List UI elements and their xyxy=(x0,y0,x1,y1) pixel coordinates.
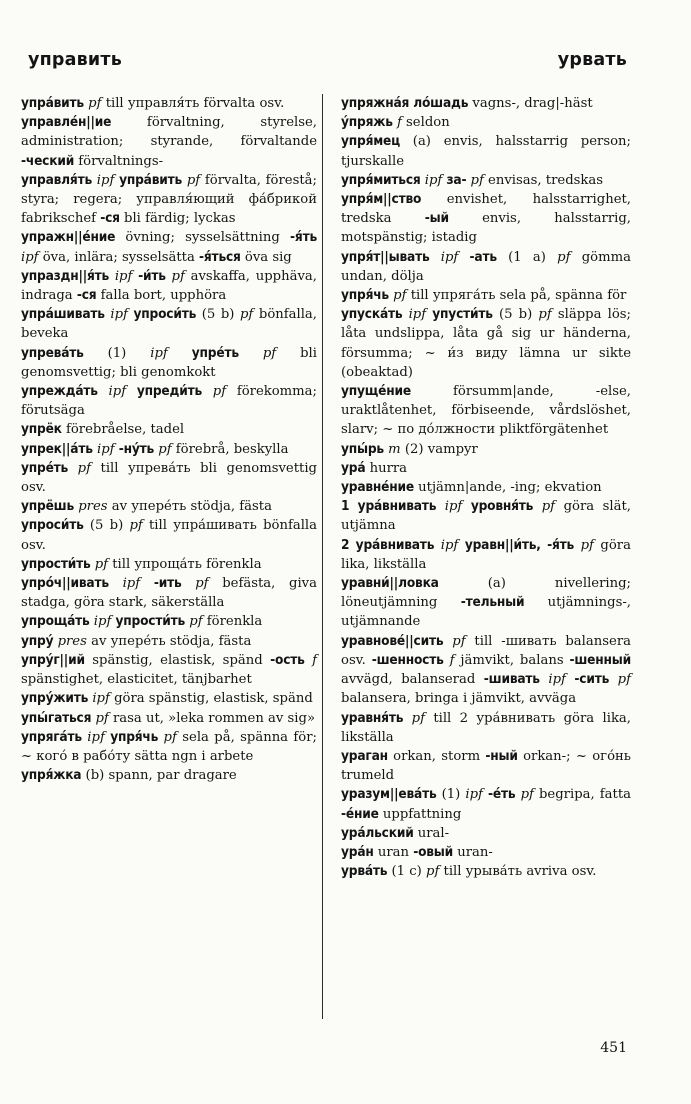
dictionary-entry xyxy=(21,382,317,420)
entry-text: ural- xyxy=(413,825,450,841)
entry-text: gömma undan, dölja xyxy=(341,249,631,284)
dictionary-entry xyxy=(21,728,317,766)
entry-text: till урыва́ть avriva osv. xyxy=(439,864,597,880)
entry-headword: упре́ть xyxy=(21,459,69,476)
entry-headword: ура́ xyxy=(341,459,366,476)
entry-grammar-label: ipf xyxy=(408,307,427,323)
entry-text: (a) nivellering; löneutjämning xyxy=(341,576,631,611)
entry-headword: -ить xyxy=(153,575,182,592)
entry-text: begripa, fatta xyxy=(533,787,631,803)
entry-text: av упере́ть stödja, fästa xyxy=(107,499,272,515)
entry-headword: -шенность xyxy=(371,651,444,668)
entry-headword: упря́миться xyxy=(341,171,421,188)
dictionary-entry xyxy=(341,709,631,747)
dictionary-entry xyxy=(341,536,631,574)
entry-grammar-label: ipf xyxy=(108,384,127,400)
entry-text: bönfalla, beveka xyxy=(21,307,317,342)
entry-headword: уравнове́||сить xyxy=(341,632,444,649)
entry-text: till упроща́ть förenkla xyxy=(108,556,262,572)
entry-headword: -ся xyxy=(100,210,120,227)
entry-headword: упрости́ть xyxy=(115,613,186,630)
entry-headword: упрости́ть xyxy=(21,555,91,572)
entry-text: uppfattning xyxy=(378,806,462,822)
entry-text xyxy=(109,576,123,591)
entry-headword: уравня́ть xyxy=(341,709,404,726)
entry-grammar-label: ipf xyxy=(150,345,168,361)
dictionary-entry xyxy=(341,574,631,632)
entry-grammar-label: ipf xyxy=(465,787,483,803)
entry-text: seldon xyxy=(401,115,450,131)
entry-text: förvaltnings- xyxy=(74,153,164,169)
dictionary-entry xyxy=(21,344,317,382)
entry-text: orkan, storm xyxy=(387,748,486,764)
entry-text xyxy=(126,384,137,399)
entry-headword: -ный xyxy=(485,747,518,764)
entry-headword: управле́н||ие xyxy=(21,114,112,131)
dictionary-entry xyxy=(341,286,631,305)
column-divider xyxy=(322,94,323,1019)
entry-text: förvalta, förestå; styra; regera; управля́ющий фа́брикой fabrikschef xyxy=(21,172,317,227)
entry-text xyxy=(609,672,618,687)
entry-headword: упра́шивать xyxy=(21,306,105,323)
entry-grammar-label: pf xyxy=(538,307,552,323)
entry-grammar-label: ipf xyxy=(87,729,105,745)
entry-text xyxy=(68,461,78,476)
entry-text: spänstighet, elasticitet, tänjbarhet xyxy=(21,672,252,688)
dictionary-entry xyxy=(21,709,317,728)
dictionary-entry xyxy=(21,267,317,305)
dictionary-entry xyxy=(341,478,631,497)
entry-text: (a) envis, halsstarrig person; tjurskalle xyxy=(341,134,631,169)
entry-text: uran- xyxy=(453,844,493,860)
entry-text: förebråelse, tadel xyxy=(61,422,185,438)
entry-grammar-label: pres xyxy=(78,499,108,515)
entry-text: förebrå, beskylla xyxy=(171,441,289,457)
dictionary-entry xyxy=(341,459,631,478)
entry-grammar-label: ipf xyxy=(440,537,459,553)
page-number: 451 xyxy=(600,1040,627,1056)
entry-text xyxy=(462,499,471,514)
entry-grammar-label: pf xyxy=(580,537,594,553)
entry-text: (2) vampyr xyxy=(400,441,478,457)
running-head-right: урвать xyxy=(557,50,627,70)
dictionary-entry xyxy=(341,113,631,132)
dictionary-entry xyxy=(21,440,317,459)
dictionary-entry xyxy=(341,862,631,881)
entry-text: utjämn|ande, -ing; ekvation xyxy=(413,480,602,496)
entry-grammar-label: pf xyxy=(212,384,227,400)
entry-grammar-label: m xyxy=(388,441,401,457)
entry-headword: уравни́||ловка xyxy=(341,575,439,592)
entry-grammar-label: pf xyxy=(186,172,201,188)
entry-headword: упра́вить xyxy=(119,171,183,188)
entry-headword: упуще́ние xyxy=(341,383,411,400)
entry-text: (b) spann, par dragare xyxy=(81,768,237,784)
entry-headword: -я́ть xyxy=(290,229,317,246)
entry-grammar-label: pf xyxy=(470,172,484,188)
entry-text: försumm|ande, -else, uraktlåtenhet, förbiseende, vårdslöshet, slarv; ~ по до́лжности pliktförgätenhet xyxy=(341,384,631,438)
entry-text xyxy=(430,250,441,265)
entry-grammar-label: pf xyxy=(617,672,631,688)
entry-grammar-label: pf xyxy=(541,499,556,515)
entry-headword: -е́ние xyxy=(341,805,379,822)
dictionary-entry xyxy=(341,305,631,382)
entry-text: (1 a) xyxy=(496,249,558,265)
entry-headword: упря́м||ство xyxy=(341,191,422,208)
entry-headword: -ать xyxy=(469,248,497,265)
entry-headword: ура́н xyxy=(341,843,374,860)
entry-text: avvägd, balanserad xyxy=(341,672,484,688)
dictionary-entry xyxy=(341,190,631,248)
entry-headword: упроси́ть xyxy=(21,517,84,534)
dictionary-entry xyxy=(341,632,631,709)
dictionary-entry xyxy=(341,843,631,862)
dictionary-entry xyxy=(341,785,631,823)
dictionary-entry xyxy=(21,497,317,516)
entry-text: (1) xyxy=(436,787,466,803)
entry-grammar-label: pf xyxy=(393,288,407,304)
entry-grammar-label: ipf xyxy=(21,249,39,265)
entry-grammar-label: pf xyxy=(452,633,466,649)
entry-text: falla bort, upphöra xyxy=(96,288,227,304)
entry-text: uran xyxy=(373,844,414,860)
entry-grammar-label: ipf xyxy=(548,672,566,688)
entry-text: bli färdig; lyckas xyxy=(119,211,236,227)
entry-headword: упряжна́я ло́шадь xyxy=(341,95,469,111)
entry-text: utjämnings-, utjämnande xyxy=(341,595,631,630)
entry-text xyxy=(443,634,452,649)
entry-grammar-label: pf xyxy=(94,556,109,572)
entry-text: sela på, spänna för; ~ кого́ в рабо́ту sätta ngn i arbete xyxy=(21,729,317,764)
entry-text: jämvikt, balans xyxy=(454,652,570,668)
entry-text: avskaffa, upphäva, indraga xyxy=(21,268,317,304)
entry-grammar-label: f xyxy=(396,115,402,131)
entry-grammar-label: ipf xyxy=(110,307,128,323)
entry-text: (1 c) xyxy=(387,864,426,880)
entry-text: övning; sysselsättning xyxy=(115,230,291,246)
entry-text: vagns-, drag|-häst xyxy=(468,96,593,111)
entry-headword: упря́т||ывать xyxy=(341,248,430,265)
entry-text: envishet, halsstarrighet, tredska xyxy=(341,192,631,227)
entry-text: släppa lös; låta undslippa, låta gå sig ur händerna, försumma; ~ и́з виду lämna ur sikte (obeaktad) xyxy=(341,307,631,380)
entry-headword: упы́гаться xyxy=(21,709,92,726)
entry-headword: -шивать xyxy=(483,671,540,688)
entry-headword: уравне́ние xyxy=(341,479,414,496)
entry-text: envisas, tredskas xyxy=(483,172,604,188)
entry-grammar-label: pf xyxy=(158,441,172,457)
entry-text xyxy=(458,250,469,265)
entry-text: hurra xyxy=(365,460,408,476)
dictionary-entry xyxy=(21,516,317,554)
entry-grammar-label: pf xyxy=(426,864,440,880)
entry-headword: -сить xyxy=(574,671,610,688)
entry-headword: упря́чь xyxy=(110,728,159,745)
entry-grammar-label: ipf xyxy=(444,499,463,515)
entry-headword: упроси́ть xyxy=(133,306,197,323)
entry-headword: упру́г||ий xyxy=(21,651,85,668)
dictionary-entry xyxy=(21,689,317,708)
entry-grammar-label: pf xyxy=(557,249,571,265)
entry-text: göra lika, likställa xyxy=(341,537,631,572)
entry-headword: упы́рь xyxy=(341,440,384,457)
dictionary-entry xyxy=(21,612,317,631)
dictionary-entry xyxy=(341,497,631,535)
entry-grammar-label: pres xyxy=(57,633,87,649)
entry-text: förekomma; förutsäga xyxy=(21,384,317,419)
dictionary-entry xyxy=(21,632,317,651)
dictionary-entry xyxy=(21,94,317,113)
entry-grammar-label: pf xyxy=(129,518,143,534)
dictionary-entry xyxy=(21,651,317,689)
entry-headword: упру́жить xyxy=(21,690,89,707)
entry-text: av упере́ть stödja, fästa xyxy=(86,633,252,649)
entry-headword: упрек||а́ть xyxy=(21,440,93,457)
entry-headword: упроща́ть xyxy=(21,613,90,630)
entry-headword: упряга́ть xyxy=(21,728,82,745)
entry-text: till упрева́ть bli genomsvettig osv. xyxy=(21,460,317,496)
entry-headword: -ческий xyxy=(21,152,75,169)
entry-headword: управля́ть xyxy=(21,171,93,188)
entry-grammar-label: pf xyxy=(77,460,91,476)
entry-text: befästa, giva stadga, göra stark, säkerställa xyxy=(21,576,317,611)
entry-headword: упрёк xyxy=(21,421,62,438)
entry-headword: ура́льский xyxy=(341,824,414,841)
entry-text: (5 b) xyxy=(492,307,539,323)
entry-grammar-label: ipf xyxy=(114,268,133,284)
entry-grammar-label: pf xyxy=(95,710,109,726)
dictionary-entry xyxy=(21,459,317,497)
dictionary-entry xyxy=(21,113,317,171)
entry-grammar-label: pf xyxy=(163,729,177,745)
dictionary-entry xyxy=(341,440,631,459)
entry-headword: упре́ть xyxy=(191,344,239,361)
entry-headword: -шенный xyxy=(569,651,632,668)
dictionary-entry xyxy=(341,747,631,785)
entry-text: göra spänstig, elastisk, spänd xyxy=(109,691,313,707)
entry-headword: -ость xyxy=(270,651,305,668)
entry-headword: упря́чь xyxy=(341,287,389,304)
entry-headword: -тельный xyxy=(460,594,525,611)
entry-text xyxy=(202,384,213,399)
entry-headword: ураган xyxy=(341,747,388,764)
entry-headword: 2 ура́внивать xyxy=(341,536,435,553)
entry-headword: упро́ч||ивать xyxy=(21,575,109,592)
entry-headword: упрева́ть xyxy=(21,344,84,361)
entry-grammar-label: pf xyxy=(520,787,534,803)
entry-text: förvaltning, styrelse, administration; styrande, förvaltande xyxy=(21,115,317,150)
entry-headword: -и́ть xyxy=(138,267,166,284)
entry-grammar-label: pf xyxy=(189,614,203,630)
entry-text: orkan-; ~ ого́нь trumeld xyxy=(341,748,631,784)
entry-text: (5 b) xyxy=(83,518,130,534)
dictionary-entry xyxy=(21,420,317,439)
entry-headword: упря́мец xyxy=(341,133,400,150)
entry-grammar-label: ipf xyxy=(97,441,115,457)
entry-text: envis, halsstarrig, motspänstig; istadig xyxy=(341,211,631,246)
dictionary-entry xyxy=(21,305,317,343)
entry-headword: урва́ть xyxy=(341,863,388,880)
entry-headword: 1 ура́внивать xyxy=(341,498,437,515)
entry-grammar-label: pf xyxy=(171,268,185,284)
running-head-left: управить xyxy=(28,50,122,70)
entry-headword: упря́жка xyxy=(21,767,82,784)
entry-grammar-label: ipf xyxy=(440,249,459,265)
dictionary-column-right xyxy=(341,94,631,881)
entry-text: till управля́ть förvalta osv. xyxy=(101,96,285,111)
entry-text xyxy=(182,576,196,591)
entry-headword: упрежда́ть xyxy=(21,383,98,400)
dictionary-entry xyxy=(21,171,317,229)
dictionary-entry xyxy=(341,824,631,843)
entry-headword: упра́вить xyxy=(21,95,84,111)
entry-text: göra slät, utjämna xyxy=(341,499,631,534)
entry-headword: упражн||е́ние xyxy=(21,229,116,246)
entry-text: öva, inlära; sysselsätta xyxy=(38,249,200,265)
entry-headword: упуска́ть xyxy=(341,306,403,323)
entry-headword: уразум||ева́ть xyxy=(341,786,437,803)
entry-text xyxy=(239,346,263,361)
entry-headword: за- xyxy=(446,171,467,188)
entry-grammar-label: ipf xyxy=(122,576,141,592)
entry-text xyxy=(98,384,109,399)
entry-headword: -е́ть xyxy=(488,786,516,803)
entry-text: rasa ut, »leka rommen av sig» xyxy=(108,710,316,726)
entry-headword: упреди́ть xyxy=(136,383,202,400)
entry-headword: упрёшь xyxy=(21,498,74,515)
entry-text: till 2 ура́внивать göra lika, likställa xyxy=(341,710,631,745)
dictionary-entry xyxy=(341,382,631,440)
entry-grammar-label: f xyxy=(449,652,455,668)
entry-text xyxy=(168,346,192,361)
dictionary-entry xyxy=(21,228,317,266)
entry-grammar-label: pf xyxy=(239,307,254,323)
entry-text xyxy=(403,711,411,726)
entry-text: öva sig xyxy=(240,249,292,265)
entry-headword: -я́ться xyxy=(199,248,241,265)
entry-grammar-label: pf xyxy=(411,710,425,726)
entry-headword: -ну́ть xyxy=(118,440,155,457)
entry-headword: уровня́ть xyxy=(470,498,534,515)
entry-text: förenkla xyxy=(202,614,263,630)
entry-headword: -овый xyxy=(413,843,454,860)
dictionary-entry xyxy=(341,171,631,190)
entry-headword: -ся xyxy=(76,287,97,304)
entry-grammar-label: pf xyxy=(88,96,102,111)
entry-headword: упусти́ть xyxy=(432,306,493,323)
entry-text: bli genomsvettig; bli genomkokt xyxy=(21,345,317,380)
entry-text: (5 b) xyxy=(196,307,240,323)
entry-text: till -шивать balansera osv. xyxy=(341,633,631,668)
dictionary-column-left xyxy=(21,94,317,785)
entry-headword: уравн||и́ть, -я́ть xyxy=(464,536,575,553)
entry-headword: упру́ xyxy=(21,632,54,649)
entry-text: till упра́шивать bönfalla osv. xyxy=(21,518,318,553)
entry-grammar-label: ipf xyxy=(96,172,115,188)
dictionary-entry xyxy=(341,248,631,286)
entry-text xyxy=(140,576,154,591)
dictionary-entry xyxy=(21,574,317,612)
entry-grammar-label: f xyxy=(312,652,317,668)
entry-text xyxy=(305,653,312,668)
entry-grammar-label: pf xyxy=(195,576,209,592)
entry-text xyxy=(436,499,445,514)
entry-text: till упряга́ть sela på, spänna för xyxy=(406,288,627,304)
dictionary-entry xyxy=(21,766,317,785)
dictionary-entry xyxy=(341,132,631,170)
dictionary-entry xyxy=(341,94,631,113)
entry-text: spänstig, elastisk, spänd xyxy=(84,652,271,668)
entry-grammar-label: ipf xyxy=(92,691,110,707)
entry-text xyxy=(533,499,542,514)
entry-headword: упраздн||я́ть xyxy=(21,267,110,284)
entry-headword: -ый xyxy=(424,210,449,227)
entry-grammar-label: ipf xyxy=(93,614,112,630)
entry-grammar-label: pf xyxy=(262,345,277,361)
dictionary-entry xyxy=(21,555,317,574)
entry-headword: у́пряжь xyxy=(341,114,393,131)
entry-grammar-label: ipf xyxy=(424,172,443,188)
entry-text: balansera, bringa i jämvikt, avväga xyxy=(341,691,577,707)
entry-text: (1) xyxy=(83,345,151,361)
